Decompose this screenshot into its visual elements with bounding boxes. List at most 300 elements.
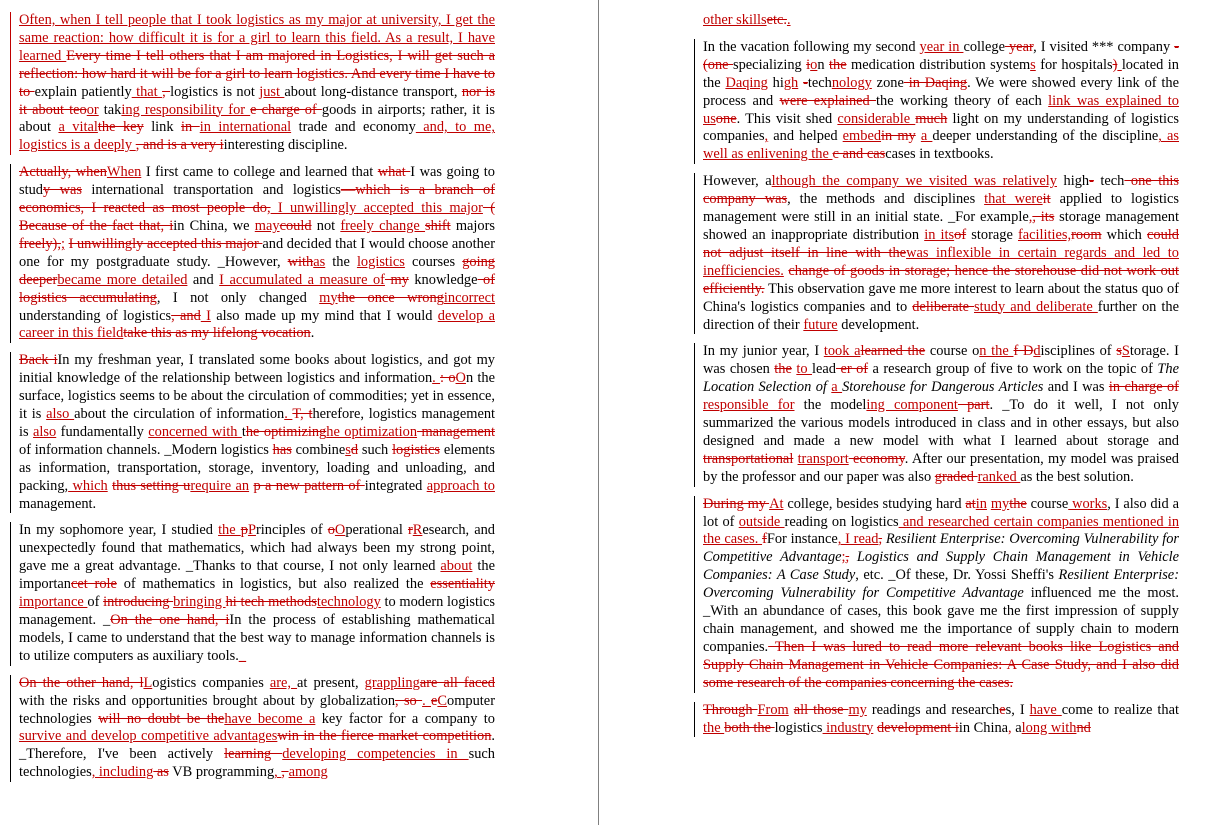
inserted-text: have — [1029, 701, 1062, 718]
body-text: ogistics companies — [152, 674, 270, 691]
body-text: logistics is not — [170, 83, 260, 100]
italic-title: Storehouse for Dangerous Articles — [842, 379, 1044, 396]
body-text: herefore, logistics management is — [19, 406, 496, 440]
deleted-text: will no doubt be the — [98, 710, 225, 727]
deleted-text: he optimizing — [245, 423, 327, 440]
body-text: isciplines of — [1040, 343, 1117, 360]
paragraph — [19, 164, 495, 343]
inserted-text: also — [46, 406, 75, 423]
body-text: also made up my mind that I would — [210, 307, 438, 324]
deleted-text: in Daqing — [903, 74, 968, 91]
deleted-text: - (one — [703, 38, 1179, 73]
change-bar — [694, 496, 695, 693]
deleted-text: take this as my lifelong vocation — [123, 325, 311, 342]
deleted-text: - — [803, 74, 808, 91]
deleted-text: has — [272, 441, 292, 458]
left-column — [19, 12, 495, 791]
inserted-text: technology — [316, 594, 381, 611]
deleted-text: d — [350, 441, 359, 458]
body-text: . _Therefore, I've been actively — [19, 728, 496, 763]
inserted-text: facilities, — [1017, 226, 1072, 243]
deleted-text: are all faced — [419, 674, 496, 691]
body-text: the importan — [19, 558, 495, 593]
body-text: n the surface, logistics seems to be about the circulation of commodities; yet in essence, it is — [19, 370, 496, 423]
italic-title: Resilient Enterprise: Overcoming Vulnerability for Competitive Advantage — [703, 567, 1179, 602]
body-text: key factor for a company to — [315, 710, 496, 727]
deleted-text: room — [1071, 226, 1102, 243]
deleted-text: , and — [171, 307, 201, 324]
deleted-text: in — [181, 119, 200, 136]
inserted-text: , — [1028, 209, 1033, 226]
body-text: development. — [837, 316, 920, 333]
body-text: This observation gave me more interest to learn about the status quo of China's logistics companies and to — [703, 280, 1179, 315]
body-text: specializing — [733, 56, 807, 73]
body-text: , etc. _Of these, Dr. Yossi Sheffi's — [855, 567, 1059, 584]
deleted-text: p a new pattern of — [253, 477, 365, 494]
body-text: . — [310, 325, 315, 342]
deleted-text: development i — [876, 719, 959, 736]
change-bar — [694, 702, 695, 738]
inserted-text: O — [455, 370, 466, 387]
inserted-text: about — [440, 558, 473, 575]
body-text: zone — [871, 74, 904, 91]
change-bar — [694, 343, 695, 486]
body-text: tak — [98, 101, 122, 118]
deleted-text: deliberate — [912, 298, 974, 315]
inserted-text: future — [803, 316, 838, 333]
paragraph — [19, 675, 495, 782]
change-bar — [10, 352, 11, 513]
inserted-text: , including — [91, 764, 154, 781]
inserted-text: nology — [831, 74, 872, 91]
inserted-text: incorrect — [443, 289, 496, 306]
deleted-text: During my — [703, 495, 770, 512]
body-text: rinciples of — [255, 522, 328, 539]
body-text: and — [187, 271, 220, 288]
inserted-text: importance — [19, 594, 88, 611]
deleted-text: the — [1009, 495, 1027, 512]
paragraph — [703, 173, 1179, 334]
deleted-text: could — [279, 217, 312, 234]
deleted-text: as — [153, 764, 169, 781]
deleted-text: the — [829, 56, 847, 73]
inserted-text: works — [1068, 495, 1108, 512]
body-text: about long-distance transport, — [284, 83, 462, 100]
inserted-text: took a — [823, 343, 861, 360]
deleted-text: freely), — [19, 235, 61, 252]
body-text: . After our presentation, my model was praised by the professor and our paper was also — [703, 450, 1179, 485]
inserted-text: logistics — [356, 253, 405, 270]
inserted-text: in — [975, 495, 987, 512]
inserted-text: became more detailed — [57, 271, 188, 288]
deleted-text: e charge of — [250, 101, 322, 118]
deleted-text: part — [957, 397, 990, 414]
inserted-text: a vital — [58, 119, 98, 136]
deleted-text: ) — [1112, 56, 1118, 73]
deleted-text: cet role — [70, 576, 117, 593]
inserted-text: , — [764, 128, 769, 145]
body-text: applied to logistics management were still in an initial state. _For example — [703, 191, 1179, 226]
deleted-text: , — [281, 764, 289, 781]
inserted-text: . — [284, 406, 293, 423]
inserted-text: Daqing — [725, 74, 768, 91]
body-text: the working theory of each — [876, 92, 1049, 109]
deleted-text: , so — [395, 692, 423, 709]
deleted-text: could not adjust itself in line with the — [703, 226, 1179, 261]
inserted-text: and, to me, logistics is a deeply — [19, 119, 495, 154]
inserted-text: I accumulated a measure of — [219, 271, 385, 288]
deleted-text: going deeper — [19, 253, 495, 288]
deleted-text: thus setting u — [112, 477, 191, 494]
deleted-text: of — [954, 226, 967, 243]
inserted-text: I unwillingly accepted this major — [270, 200, 483, 217]
body-text: international transportation and logistics — [81, 182, 341, 199]
deleted-text: transportational — [703, 450, 794, 467]
body-text: perational — [345, 522, 408, 539]
inserted-text: gh — [783, 74, 799, 91]
body-text: readings and research — [866, 701, 1000, 718]
inserted-text: R — [412, 522, 423, 539]
inserted-text: among — [288, 764, 328, 781]
body-text: n — [817, 56, 829, 73]
deleted-text: : o — [440, 370, 456, 387]
inserted-text: develop a career in this field — [19, 307, 495, 342]
body-text: light on my understanding of logistics companies — [703, 110, 1179, 145]
inserted-text: P — [247, 522, 256, 539]
deleted-text: ( Because of the fact that, i — [19, 200, 495, 234]
deleted-text: o — [327, 522, 335, 539]
body-text: torage. I was chosen — [703, 343, 1179, 378]
body-text: for hospitals — [1035, 56, 1113, 73]
deleted-text: s — [1116, 343, 1122, 360]
inserted-text: study and deliberate — [974, 298, 1098, 315]
body-text: and decided that I would choose another one for my postgraduate study. _However, — [19, 235, 495, 270]
body-text: storage management showed an inappropriate distribution — [703, 209, 1180, 243]
body-text: , I also did a lot of — [703, 495, 1179, 530]
deleted-text: learning — [224, 746, 283, 763]
deleted-text: management — [417, 423, 495, 440]
change-bar — [694, 173, 695, 334]
deleted-text: at — [965, 495, 976, 512]
body-text: with the risks and opportunities brought about by globalization — [19, 692, 396, 709]
deleted-text: graded — [934, 468, 978, 485]
deleted-text: , — [845, 549, 850, 566]
body-text: such technologies — [19, 746, 495, 781]
inserted-text: C — [437, 692, 448, 709]
inserted-text: ; — [60, 235, 65, 252]
inserted-text: O — [334, 522, 346, 539]
body-text: courses — [404, 253, 463, 270]
body-text: s, I — [1005, 701, 1030, 718]
deleted-text: win in the fierce market competition — [277, 728, 492, 745]
inserted-text: link was explained to us — [703, 92, 1179, 127]
inserted-text: in its — [924, 226, 955, 243]
paragraph — [19, 522, 495, 665]
body-text: and helped — [768, 128, 843, 145]
deleted-text: economy — [848, 450, 905, 467]
deleted-text: nor is it about teo — [19, 83, 496, 118]
deleted-text: y was — [43, 182, 82, 199]
inserted-text: require an — [190, 477, 250, 494]
deleted-text: it — [1042, 191, 1051, 208]
inserted-text: S — [1121, 343, 1130, 360]
inserted-text: ing responsibility for — [121, 101, 251, 118]
deleted-text: one — [715, 110, 737, 127]
body-text: , I visited *** company — [1033, 38, 1175, 55]
body-text: In my junior year, I — [703, 343, 824, 360]
inserted-text: When — [106, 164, 142, 181]
body-text: medication distribution system — [846, 56, 1031, 73]
inserted-text: approach to — [426, 477, 495, 494]
inserted-text: my — [848, 701, 867, 718]
deleted-text: nd — [1076, 719, 1091, 736]
inserted-text: year in — [919, 38, 964, 55]
body-text: reading on logistics — [784, 513, 899, 530]
inserted-text: just — [259, 83, 285, 100]
deleted-text: I unwillingly accepted this major — [68, 235, 263, 252]
inserted-text: my — [990, 495, 1010, 512]
inserted-text: L — [143, 674, 153, 691]
inserted-text: freely change — [340, 217, 426, 234]
inserted-text: . — [422, 692, 432, 709]
inserted-text: the — [218, 522, 241, 539]
inserted-text: long with — [1021, 719, 1077, 736]
deleted-text: —which is a branch of economics, I reacted as most people do, — [19, 182, 496, 217]
change-bar — [10, 522, 11, 665]
body-text: tech — [807, 74, 832, 91]
inserted-text: also — [33, 423, 57, 440]
paragraph — [19, 12, 495, 155]
body-text: a — [1011, 719, 1022, 736]
inserted-text: From — [757, 701, 789, 718]
inserted-text: n the — [979, 343, 1014, 360]
body-text: lead — [812, 361, 836, 378]
deleted-text: learned the — [860, 343, 926, 360]
italic-title: Logistics and Supply Chain Management in Vehicle Companies: A Case Study — [703, 549, 1179, 584]
body-text: course o — [925, 343, 980, 360]
inserted-text: industry — [822, 719, 874, 736]
change-bar — [10, 12, 11, 155]
deleted-text: f D — [1013, 343, 1034, 360]
body-text: For instance — [766, 531, 838, 548]
inserted-text: , — [274, 764, 282, 781]
deleted-text: logistics — [392, 441, 441, 458]
body-text: storage — [966, 226, 1018, 243]
body-text: trade and economy — [291, 119, 416, 136]
inserted-text: responsible for — [703, 397, 795, 414]
inserted-text: other skills — [703, 12, 767, 28]
paragraph — [703, 12, 1179, 30]
inserted-text: the — [703, 719, 725, 736]
inserted-text: , I read — [837, 531, 879, 548]
body-text: understanding of logistics — [19, 307, 172, 324]
body-text: I was going to stud — [19, 164, 495, 199]
change-bar — [10, 675, 11, 782]
change-bar — [694, 39, 695, 164]
inserted-text: At — [769, 495, 784, 512]
inserted-text: ranked — [977, 468, 1021, 485]
body-text: in China, we — [173, 217, 255, 234]
body-text: tech — [1093, 173, 1125, 190]
body-text: course — [1026, 495, 1069, 512]
deleted-text: shift — [425, 217, 451, 234]
body-text: at present, — [297, 674, 365, 691]
deleted-text: the key — [97, 119, 144, 136]
inserted-text: he optimization — [326, 423, 418, 440]
body-text: link — [143, 119, 182, 136]
inserted-text: a — [920, 128, 933, 145]
inserted-text: concerned with — [148, 423, 242, 440]
inserted-text: s — [345, 441, 351, 458]
inserted-text: as — [313, 253, 326, 270]
paragraph — [703, 702, 1179, 738]
body-text: knowledge — [408, 271, 478, 288]
inserted-text: in international — [199, 119, 292, 136]
body-text: hi — [767, 74, 784, 91]
deleted-text: Actually, when — [19, 164, 107, 181]
body-text: and I was — [1043, 379, 1109, 396]
paragraph — [703, 496, 1179, 693]
inserted-text: d — [1033, 343, 1041, 360]
deleted-text: On the other hand, l — [19, 674, 144, 691]
change-bar — [10, 164, 11, 343]
inserted-text: may — [254, 217, 280, 234]
body-text: as the best solution. — [1020, 468, 1134, 485]
inserted-text: embed — [842, 128, 882, 145]
inserted-text: transport — [797, 450, 849, 467]
body-text: . We were showed every link of the process and — [703, 74, 1179, 109]
inserted-text: developing competencies in — [282, 746, 469, 763]
inserted-text: grappling — [364, 674, 420, 691]
deleted-text: all those — [793, 701, 849, 718]
deleted-text: f — [762, 531, 767, 548]
body-text: In the vacation following my second — [703, 38, 920, 55]
body-text: , the methods and disciplines — [787, 191, 985, 208]
deleted-text: of logistics accumulating — [19, 271, 495, 306]
body-text: about the circulation of information — [74, 406, 285, 423]
body-text: logistics — [774, 719, 823, 736]
body-text: high — [1056, 173, 1090, 190]
inserted-text: to — [796, 361, 813, 378]
body-text: of mathematics in logistics, but also realized the — [116, 576, 431, 593]
body-text: I first came to college and learned that — [141, 164, 378, 181]
deleted-text: T, t — [292, 406, 313, 423]
body-text: come to realize that — [1061, 701, 1179, 718]
body-text: college — [963, 38, 1005, 55]
italic-title: Resilient Enterprise: Overcoming Vulnerability for Competitive Advantage — [703, 531, 1179, 566]
body-text: interesting discipline. — [223, 137, 348, 154]
deleted-text: my — [384, 271, 409, 288]
body-text: goods in airports; rather, it is about — [19, 101, 495, 136]
body-text: integrated — [364, 477, 427, 494]
inserted-text: bringing — [173, 594, 226, 611]
deleted-text: e — [431, 692, 438, 709]
inserted-text: . — [786, 12, 791, 28]
body-text: deeper understanding of the discipline — [932, 128, 1159, 145]
body-text: t — [241, 423, 246, 440]
page-divider — [598, 0, 599, 825]
inserted-text: o — [810, 56, 818, 73]
deleted-text: - — [1089, 173, 1094, 190]
inserted-text: that were — [984, 191, 1043, 208]
deleted-text: the once wrong — [337, 289, 444, 306]
deleted-text: etc. — [766, 12, 787, 28]
deleted-text: , — [878, 531, 883, 548]
deleted-text: essentiality — [430, 576, 495, 593]
inserted-text: lthough the company we visited was relatively — [771, 173, 1057, 190]
deleted-text: Through — [703, 701, 758, 718]
deleted-text: On the one hand, i — [110, 612, 230, 628]
italic-title: The Location Selection of — [703, 361, 1179, 396]
body-text: management. — [19, 495, 97, 512]
body-text: elements as information, transportation, storage, inventory, loading and unloading, and packing, — [19, 441, 496, 494]
body-text: omputer technologies — [19, 692, 495, 727]
body-text: combine — [291, 441, 346, 458]
deleted-text: p — [240, 522, 248, 539]
inserted-text: a — [831, 379, 843, 396]
deleted-text: e — [999, 701, 1006, 718]
deleted-text: year — [1005, 38, 1034, 55]
body-text: explain patiently — [34, 83, 132, 100]
deleted-text: one this company was — [703, 173, 1180, 208]
body-text: a research group of five to work on the topic of — [868, 361, 1158, 378]
inserted-text: and researched certain companies mentioned in the cases. — [703, 513, 1180, 548]
inserted-text: , — [1008, 719, 1012, 736]
inserted-text: survive and develop competitive advantages — [19, 728, 278, 745]
deleted-text: in charge of — [1108, 379, 1179, 396]
paragraph — [703, 343, 1179, 486]
inserted-text: I — [200, 307, 211, 324]
deleted-text: what — [377, 164, 411, 181]
body-text: college, besides studying hard — [783, 495, 966, 512]
body-text: the — [325, 253, 357, 270]
inserted-text: . — [432, 370, 441, 387]
deleted-text: Back i — [19, 352, 58, 369]
body-text: such — [358, 441, 393, 458]
deleted-text: , — [162, 83, 171, 100]
body-text: located in the — [703, 56, 1179, 91]
body-text: cases in textbooks. — [885, 146, 994, 163]
body-text: . _To do it well, I not only summarized the various models introduced in class and in other essays, but also designed and made a new model with what I learned about storage and — [703, 397, 1179, 449]
body-text: . This visit shed — [736, 110, 838, 127]
paragraph — [19, 352, 495, 513]
deleted-text: were explained — [779, 92, 877, 109]
deleted-text: change of goods in storage; hence the storehouse did not work out efficiently. — [703, 262, 1179, 297]
body-text: the model — [794, 397, 867, 414]
inserted-text: outside — [738, 513, 785, 530]
body-text: , I not only changed — [156, 289, 320, 306]
inserted-text: , as well as enlivening the — [703, 128, 1179, 163]
body-text: of information channels. _Modern logistics — [19, 441, 273, 458]
inserted-text: _ — [238, 647, 247, 664]
deleted-text: the — [774, 361, 792, 378]
body-text: esearch, and unexpectedly found that mathematics, which had always been my strong point, gave me a great advantage. _Thanks to that course, I not only learned — [19, 522, 495, 575]
deleted-text: hi tech methods — [225, 594, 317, 611]
body-text: However, a — [703, 173, 772, 190]
paragraph — [703, 39, 1179, 164]
inserted-text: ing component — [866, 397, 958, 414]
deleted-text: , and is a very i — [135, 137, 224, 154]
deleted-text: c and cas — [832, 146, 886, 163]
inserted-text: my — [319, 289, 338, 306]
inserted-text: which — [68, 477, 108, 494]
deleted-text: , its — [1032, 209, 1055, 226]
deleted-text: r — [407, 522, 413, 539]
deleted-text: Every time I tell others that I am majored in Logistics, I will get such a reflection: how hard it will be for a girl to learn logistics. And every time I have to to — [19, 47, 495, 100]
body-text: In my freshman year, I translated some books about logistics, and got my initial knowledge of the relationship between logistics and information — [19, 352, 495, 387]
body-text: which — [1101, 226, 1147, 243]
body-text: influenced me the most. _With an abundance of cases, this book gave me the first impression of supply chain management, and showed me the importance of supply chain to modern companies. — [703, 585, 1179, 655]
